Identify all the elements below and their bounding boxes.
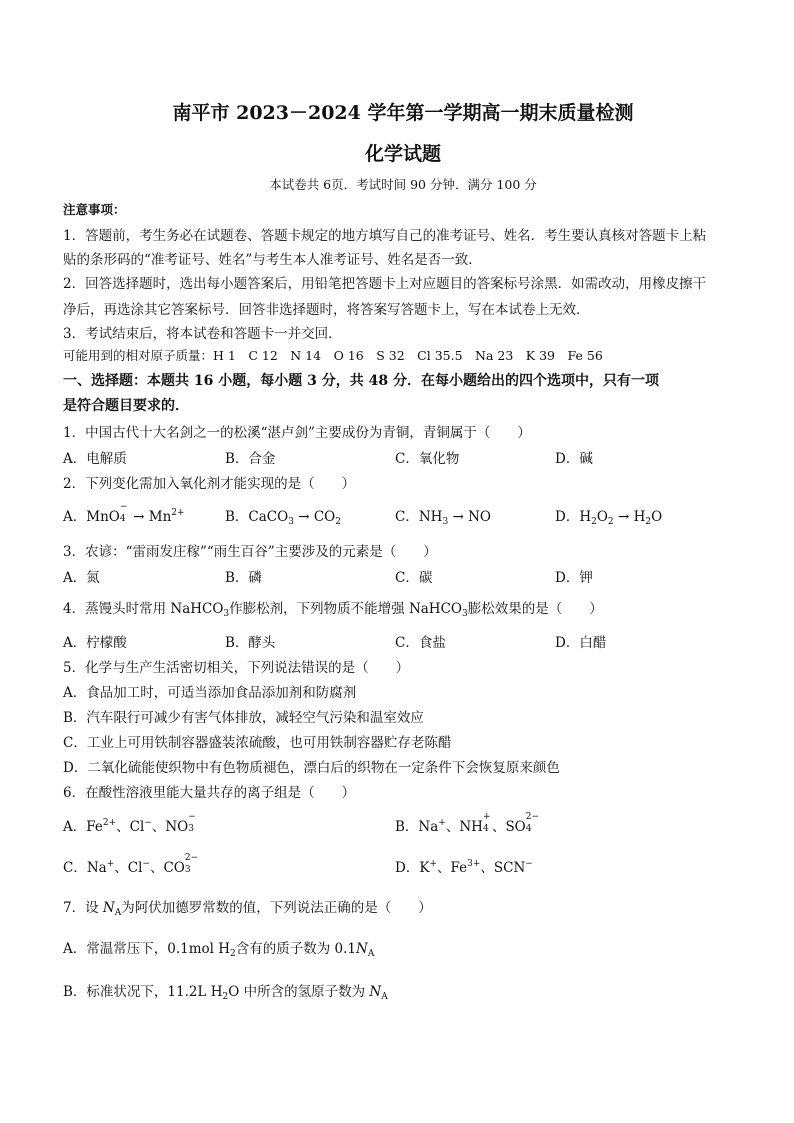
q6-option-d bbox=[395, 856, 533, 876]
q6-c-ion3-subscript: 3 bbox=[184, 864, 191, 875]
q6-d-ion1-charge: + bbox=[429, 859, 437, 869]
q6-b-ion3-charge: 2− bbox=[525, 811, 540, 822]
section-heading-line1: 一、选择题：本题共 16 小题，每小题 3 分，共 48 分．在每小题给出的四个选项中，只有一项 bbox=[63, 373, 659, 389]
q2-b-product: CO bbox=[313, 509, 336, 525]
q6-a-sep1: 、 bbox=[116, 819, 130, 835]
q6-b-ion1: Na bbox=[418, 819, 439, 835]
q6-b-ion3-subscript: 4 bbox=[525, 823, 532, 834]
q7-stem bbox=[63, 896, 432, 918]
q2-a-arrow: → bbox=[128, 509, 149, 525]
q7-b-part2: O 中所含的氢原子数为 bbox=[228, 984, 370, 1000]
q6-b-sep2: 、 bbox=[491, 819, 506, 835]
q6-d-label: D． bbox=[395, 860, 420, 876]
q6-c-sep2: 、 bbox=[149, 860, 164, 876]
q6-a-ion3: NO bbox=[165, 819, 189, 835]
exam-meta: 本试卷共 6页．考试时间 90 分钟．满分 100 分 bbox=[269, 177, 537, 192]
q6-option-a bbox=[63, 811, 197, 835]
q6-b-ion3-subsup bbox=[525, 811, 542, 834]
q6-c-sep1: 、 bbox=[114, 860, 128, 876]
q4-option-a: A．柠檬酸 bbox=[63, 635, 127, 651]
q5-option-c: C．工业上可用铁制容器盛装浓硫酸，也可用铁制容器贮存老陈醋 bbox=[63, 735, 452, 751]
q7-a-subscript: 2 bbox=[230, 949, 236, 959]
q3-option-a: A．氮 bbox=[63, 570, 100, 586]
q6-b-ion2: NH bbox=[459, 819, 483, 835]
q1-option-d: D．碱 bbox=[555, 451, 593, 467]
q2-option-b bbox=[225, 505, 341, 527]
q5-option-b: B．汽车限行可减少有害气体排放，减轻空气污染和温室效应 bbox=[63, 710, 424, 726]
q6-b-ion2-charge: + bbox=[482, 811, 491, 822]
q7-avogadro-symbol: N bbox=[102, 900, 115, 916]
q6-b-ion3: SO bbox=[505, 819, 526, 835]
q7-stem-part2: 为阿伏加德罗常数的值，下列说法正确的是（ ） bbox=[121, 900, 432, 916]
note-3: 3．考试结束后，将本试卷和答题卡一并交回． bbox=[63, 326, 342, 342]
q3-option-d: D．钾 bbox=[555, 570, 593, 586]
q7-a-avogadro-symbol: N bbox=[356, 941, 368, 957]
q1-option-a: A．电解质 bbox=[63, 451, 127, 467]
q6-b-ion2-subscript: 4 bbox=[482, 823, 489, 834]
q6-d-ion2: Fe bbox=[450, 860, 468, 876]
q6-stem: 6．在酸性溶液里能大量共存的离子组是（ ） bbox=[63, 785, 356, 801]
note-2b: 净后，再选涂其它答案标号．回答非选择题时，将答案写答题卡上，写在本试卷上无效． bbox=[63, 302, 590, 318]
q2-c-product: NO bbox=[468, 509, 491, 525]
q2-b-label: B． bbox=[225, 509, 249, 525]
q2-b-formula: CaCO bbox=[248, 509, 289, 525]
q6-a-ion2: Cl bbox=[129, 819, 145, 835]
q2-c-arrow: → bbox=[448, 509, 469, 525]
q5-option-d: D．二氧化硫能使织物中有色物质褪色，漂白后的织物在一定条件下会恢复原来颜色 bbox=[63, 760, 560, 776]
q2-b-subscript: 3 bbox=[288, 517, 294, 527]
q6-a-ion3-subscript: 3 bbox=[188, 823, 194, 834]
q4-option-d: D．白醋 bbox=[555, 635, 607, 651]
q2-d-product-subscript: 2 bbox=[645, 517, 652, 527]
q6-b-sep1: 、 bbox=[445, 819, 460, 835]
note-2a: 2．回答选择题时，选出每小题答案后，用铅笔把答题卡上对应题目的答案标号涂黑．如需改动，用橡皮擦干 bbox=[63, 276, 707, 292]
q6-option-c bbox=[63, 852, 201, 876]
q6-d-ion1: K bbox=[419, 860, 430, 876]
q2-c-formula: NH bbox=[418, 509, 443, 525]
q6-c-label: C． bbox=[63, 860, 87, 876]
q4-stem-part1: 4．蒸馒头时常用 NaHCO bbox=[63, 601, 224, 617]
notes-heading: 注意事项： bbox=[63, 202, 126, 217]
q2-option-d bbox=[555, 505, 662, 527]
q7-option-a bbox=[63, 937, 374, 959]
q4-stem bbox=[63, 597, 603, 619]
q2-a-product: Mn bbox=[148, 509, 172, 525]
q1-option-b: B．合金 bbox=[225, 451, 276, 467]
q2-c-label: C． bbox=[395, 509, 419, 525]
q2-d-subscript-2: 2 bbox=[607, 517, 614, 527]
q2-a-subsup bbox=[119, 501, 129, 524]
q6-a-sep2: 、 bbox=[151, 819, 166, 835]
q7-option-b bbox=[63, 980, 388, 1002]
q7-a-avogadro-subscript: A bbox=[367, 949, 375, 959]
q7-b-avogadro-symbol: N bbox=[369, 984, 382, 1000]
q6-a-ion3-subsup bbox=[188, 811, 197, 834]
q2-a-label: A． bbox=[63, 509, 87, 525]
q6-a-label: A． bbox=[63, 819, 87, 835]
q2-d-subscript-1: 2 bbox=[591, 517, 597, 527]
q6-d-ion2-charge: 3+ bbox=[467, 859, 481, 869]
q1-stem: 1．中国古代十大名剑之一的松溪“湛卢剑”主要成份为青铜，青铜属于（ ） bbox=[63, 425, 531, 441]
q6-c-ion2: Cl bbox=[127, 860, 143, 876]
q6-c-ion1: Na bbox=[86, 860, 107, 876]
q2-c-subscript: 3 bbox=[442, 517, 449, 527]
q3-option-b: B．磷 bbox=[225, 570, 262, 586]
q6-d-sep1: 、 bbox=[436, 860, 451, 876]
q5-option-a: A．食品加工时，可适当添加食品添加剂和防腐剂 bbox=[63, 685, 357, 701]
atomic-masses: 可能用到的相对原子质量：H 1 C 12 N 14 O 16 S 32 Cl 35.5 Na 23 K 39 Fe 56 bbox=[63, 348, 603, 363]
q6-option-b bbox=[395, 811, 542, 835]
q2-d-label: D． bbox=[555, 509, 580, 525]
q6-a-ion1-charge: 2+ bbox=[102, 818, 117, 828]
q6-d-ion3-charge: − bbox=[525, 859, 533, 869]
q4-option-b: B．酵头 bbox=[225, 635, 276, 651]
page-subtitle: 化学试题 bbox=[364, 143, 441, 165]
q4-stem-part2: 作膨松剂，下列物质不能增强 NaHCO bbox=[229, 601, 462, 617]
q3-stem: 3．农谚：“雷雨发庄稼”“雨生百谷”主要涉及的元素是（ ） bbox=[63, 544, 437, 560]
q2-d-formula-1: H bbox=[579, 509, 592, 525]
q7-a-part1: A．常温常压下，0.1mol H bbox=[63, 941, 231, 957]
q2-option-c bbox=[395, 505, 491, 527]
q5-stem: 5．化学与生产生活密切相关，下列说法错误的是（ ） bbox=[63, 660, 410, 676]
q6-a-ion2-charge: − bbox=[144, 818, 152, 828]
q2-b-arrow: → bbox=[293, 509, 314, 525]
q2-d-arrow: → bbox=[613, 509, 634, 525]
q2-a-subscript: 4 bbox=[119, 513, 126, 524]
q2-option-a bbox=[63, 501, 185, 525]
section-heading-line2: 是符合题目要求的． bbox=[63, 398, 189, 414]
q7-b-avogadro-subscript: A bbox=[381, 992, 388, 1002]
q6-d-sep2: 、 bbox=[480, 860, 494, 876]
q2-d-product-2: O bbox=[651, 509, 663, 525]
q6-c-ion2-charge: − bbox=[142, 859, 150, 869]
q7-a-part2: 含有的质子数为 0.1 bbox=[235, 941, 357, 957]
q4-option-c: C．食盐 bbox=[395, 635, 446, 651]
q2-d-formula-2: O bbox=[596, 509, 608, 525]
q6-a-ion1: Fe bbox=[86, 819, 103, 835]
q1-option-c: C．氧化物 bbox=[395, 451, 460, 467]
q2-a-formula: MnO bbox=[86, 509, 120, 525]
q6-b-ion2-subsup bbox=[482, 811, 492, 834]
note-1a: 1．答题前，考生务必在试题卷、答题卡规定的地方填写自己的准考证号、姓名．考生要认真核对答题卡上粘 bbox=[63, 228, 707, 244]
q2-d-product-1: H bbox=[633, 509, 646, 525]
note-1b: 贴的条形码的“准考证号、姓名”与考生本人准考证号、姓名是否一致． bbox=[63, 252, 482, 268]
q7-b-part1: B．标准状况下，11.2L H bbox=[63, 984, 223, 1000]
q6-c-ion3: CO bbox=[163, 860, 185, 876]
q6-b-ion1-charge: + bbox=[438, 818, 446, 828]
q6-c-ion1-charge: + bbox=[106, 859, 115, 869]
q2-a-charge: − bbox=[119, 501, 128, 512]
q4-stem-part3: 膨松效果的是（ ） bbox=[467, 601, 603, 617]
q4-stem-subscript2: 3 bbox=[461, 609, 468, 619]
q6-a-ion3-charge: − bbox=[188, 811, 196, 822]
q7-avogadro-subscript: A bbox=[114, 908, 122, 918]
q2-a-product-charge: 2+ bbox=[171, 508, 185, 518]
q4-stem-subscript1: 3 bbox=[223, 609, 230, 619]
q6-c-ion3-subsup bbox=[184, 852, 201, 875]
q2-stem: 2．下列变化需加入氧化剂才能实现的是（ ） bbox=[63, 476, 356, 492]
page-title: 南平市 2023－2024 学年第一学期高一期末质量检测 bbox=[172, 102, 634, 124]
q3-option-c: C．碳 bbox=[395, 570, 433, 586]
q6-c-ion3-charge: 2− bbox=[184, 852, 199, 863]
q2-b-product-subscript: 2 bbox=[335, 517, 341, 527]
q6-b-label: B． bbox=[395, 819, 419, 835]
q6-d-ion3: SCN bbox=[493, 860, 526, 876]
q7-b-subscript: 2 bbox=[222, 992, 229, 1002]
q7-stem-part1: 7．设 bbox=[63, 900, 103, 916]
